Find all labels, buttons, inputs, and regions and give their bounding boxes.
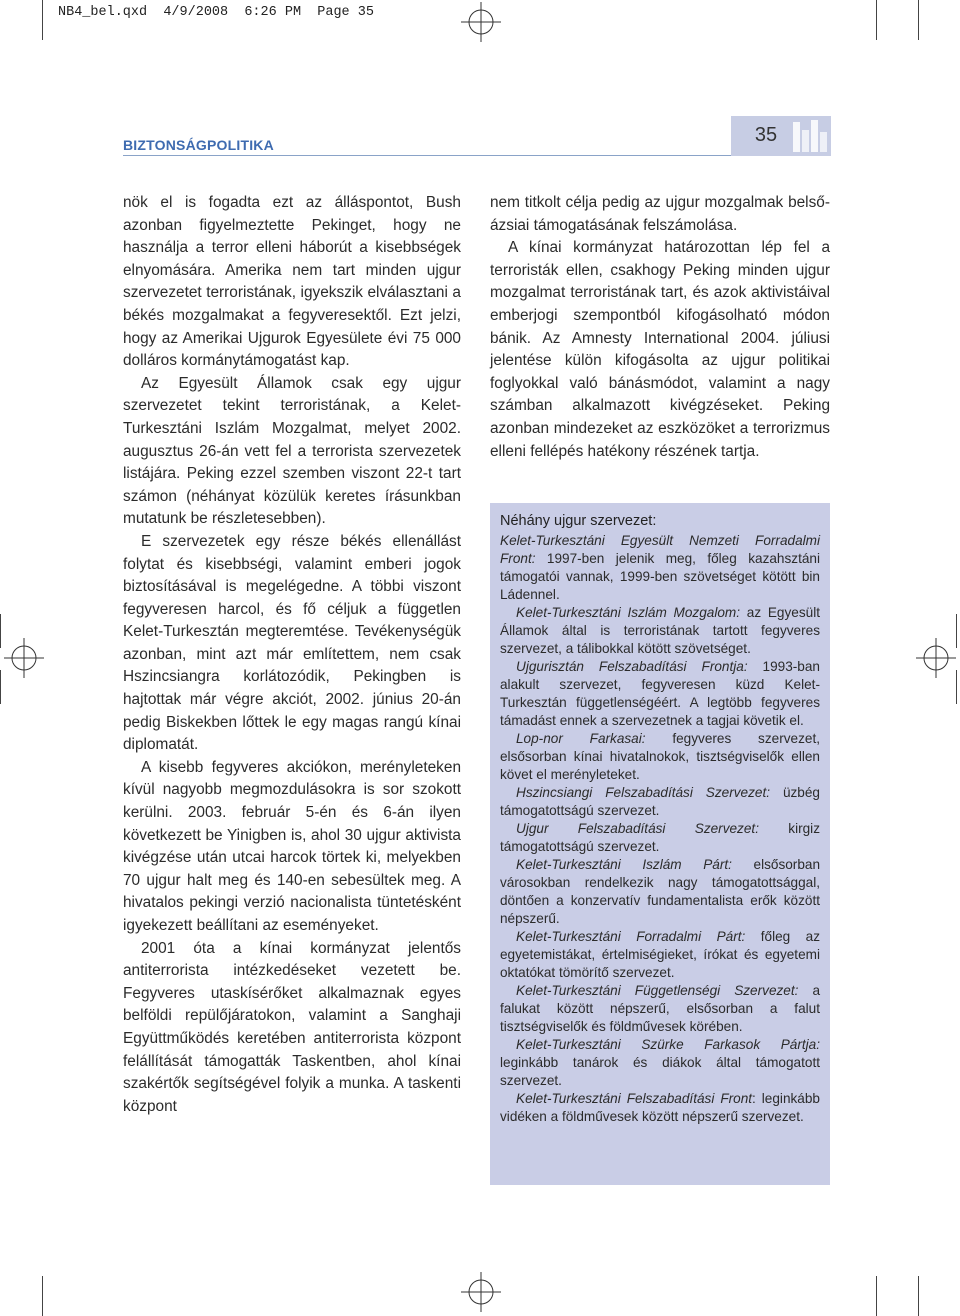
crop-mark-bottom-right xyxy=(918,1276,919,1316)
org-name: Kelet-Turkesztáni Iszlám Mozgalom: xyxy=(516,605,741,620)
org-description: fegyveres szervezet, elsősorban kínai hivatalnokok, tisztségviselők ellen követ el merényleteket. xyxy=(500,731,820,782)
org-description: 1997-ben jelenik meg, főleg kazahsztáni támogatói vannak, 1999-ben szövetséget kötött bin Ládennel. xyxy=(500,551,820,602)
crop-mark-bottom-right-2 xyxy=(876,1276,877,1316)
org-description: üzbég támogatottságú szervezet. xyxy=(500,785,820,818)
sidebar-entry xyxy=(500,928,820,982)
publication-logo-icon xyxy=(791,118,829,154)
left-paragraph-2: Az Egyesült Államok csak egy ujgur szervezetet tekint terroristának, a Kelet-Turkesztáni Iszlám Mozgalmat, melyet 2002. augusztus 26-án vett fel a terrorista szervezetek listájára. Peking ezzel szemben viszont 22-t tart számon (néhányat közülük keretes írásunkban mutatunk be részletesebben). xyxy=(123,374,461,528)
sidebar-title: Néhány ujgur szervezet: xyxy=(500,513,657,529)
sidebar-entry xyxy=(500,1090,820,1126)
org-name: Kelet-Turkesztáni Egyesült Nemzeti Forradalmi Front: xyxy=(500,533,820,566)
org-name: Ujgurisztán Felszabadítási Frontja: xyxy=(516,659,748,674)
left-paragraph-4: A kisebb fegyveres akciókon, merényleteken kívül nagyobb megmozdulásokra is sor szokott kerülni. 2003. február 5-én és 6-án ilyen következett be Yinigben is, ahol 30 ujgur aktivista kivégzése után utcai harcok törtek ki, melyekben 70 ujgur halt meg és 140-en sebesültek meg. A hivatalos pekingi verzió nacionalista tüntetésként igyekezett beállítani az eseményeket. xyxy=(123,758,461,934)
side-mark-right-bottom xyxy=(956,670,957,704)
registration-mark-bottom xyxy=(461,1272,501,1312)
org-description: 1993-ban alakult szervezet, fegyveresen küzd Kelet-Turkesztán függetlenségéért. A legtöbb fegyveres támadást ennek a szervezetnek a tagjai követik el. xyxy=(500,659,820,728)
crop-mark-bottom-left xyxy=(42,1276,43,1316)
org-description: a falukat között népszerű, elsősorban a falut tisztségviselők és földművesek körében. xyxy=(500,983,820,1034)
side-mark-left-top xyxy=(0,614,1,648)
side-mark-right-top xyxy=(956,614,957,648)
right-paragraph-1: nem titkolt célja pedig az ujgur mozgalmak belső-ázsiai támogatásának felszámolása. xyxy=(490,194,830,234)
org-description: : leginkább vidéken a földművesek között népszerű szervezet. xyxy=(500,1091,820,1124)
registration-mark-left xyxy=(4,638,44,678)
section-title: BIZTONSÁGPOLITIKA xyxy=(123,137,274,153)
organizations-sidebar xyxy=(490,503,830,1185)
org-name: Kelet-Turkesztáni Iszlám Párt: xyxy=(516,857,732,872)
org-name: Hszincsiangi Felszabadítási Szervezet: xyxy=(516,785,771,800)
sidebar-entry xyxy=(500,730,820,784)
page-number-badge xyxy=(731,116,831,156)
org-name: Kelet-Turkesztáni Forradalmi Párt: xyxy=(516,929,746,944)
registration-mark-top xyxy=(461,2,501,42)
header-rule xyxy=(123,155,735,156)
left-paragraph-1: nök el is fogadta ezt az álláspontot, Bush azonban figyelmeztette Pekinget, hogy ne használja a terror elleni háborút a kisebbségek elnyomására. Amerika nem tart minden ujgur szervezetet terroristának, igyekszik elválasztani a békés mozgalmakat a fegyveresektől. Ezt jelzi, hogy az Amerikai Ujgurok Egyesülete évi 75 000 dolláros kormánytámogatást kap. xyxy=(123,194,461,370)
crop-mark-top-left xyxy=(42,0,43,40)
sidebar-entry xyxy=(500,784,820,820)
crop-mark-top-right xyxy=(918,0,919,40)
sidebar-entry xyxy=(500,1036,820,1090)
side-mark-left-bottom xyxy=(0,670,1,704)
print-slug: NB4_bel.qxd 4/9/2008 6:26 PM Page 35 xyxy=(58,5,374,20)
sidebar-entry xyxy=(500,532,820,604)
sidebar-entry xyxy=(500,856,820,928)
org-description: kirgiz támogatottságú szervezet. xyxy=(500,821,820,854)
sidebar-entry xyxy=(500,982,820,1036)
org-name: Ujgur Felszabadítási Szervezet: xyxy=(516,821,759,836)
registration-mark-right xyxy=(916,638,956,678)
org-description: főleg az egyetemistákat, értelmiségieket, írókat és egyetemi oktatókat tömörítő szervezet. xyxy=(500,929,820,980)
page-number: 35 xyxy=(754,124,778,146)
left-paragraph-3: E szervezetek egy része békés ellenállást folytat és kisebbségi, valamint emberi jogok biztosításával is megelégedne. A többi viszont fegyveresen harcol, és fő céljuk a független Kelet-Turkesztán megteremtése. Tevékenységük azonban, mint azt már említettem, nem csak Hszincsiangra korlátozódik, Pekingben is hajtottak már végre akciót, 2002. június 20-án pedig Biskekben lőttek le egy magas rangú kínai diplomatát. xyxy=(123,532,461,754)
org-name: Lop-nor Farkasai: xyxy=(516,731,646,746)
right-paragraph-2: A kínai kormányzat határozottan lép fel a terroristák ellen, csakhogy Peking minden ujgur mozgalmat terroristának tart, és azok aktivistáival emberjogi szempontból kifogásolható módon bánik. Az Amnesty International 2004. júliusi jelentése külön kifogásolta az ujgur politikai foglyokkal való bánásmódot, valamint a nagy számban alkalmazott kivégzéseket. Peking azonban mindezeket az eszközöket a terrorizmus elleni fellépés hatékony részének tartja. xyxy=(490,239,830,460)
left-paragraph-5: 2001 óta a kínai kormányzat jelentős antiterrorista intézkedéseket vezetett be. Fegyveres utaskísérőket alkalmaznak egyes belföldi repülőjáratokon, valamint a Sanghaji Együttműködés keretében antiterrorista központ felállítását támogatták Taskentben, ahol kínai szakértők segítségével folyik a munka. A taskenti központ xyxy=(123,939,461,1115)
org-description: az Egyesült Államok által is terroristának tartott fegyveres szervezet, a tálibokkal kötött szövetséget. xyxy=(500,605,820,656)
org-name: Kelet-Turkesztáni Szürke Farkasok Pártja: xyxy=(516,1037,820,1052)
org-name: Kelet-Turkesztáni Függetlenségi Szervezet: xyxy=(516,983,799,998)
sidebar-entry xyxy=(500,604,820,658)
left-column xyxy=(123,192,461,1118)
sidebar-entry xyxy=(500,820,820,856)
org-description: leginkább tanárok és diákok által támogatott szervezet. xyxy=(500,1055,820,1088)
right-column xyxy=(490,192,830,463)
org-name: Kelet-Turkesztáni Felszabadítási Front xyxy=(516,1091,753,1106)
sidebar-entry xyxy=(500,658,820,730)
crop-mark-top-right-2 xyxy=(876,0,877,40)
org-description: elsősorban városokban rendelkezik nagy támogatottsággal, döntően a konzervatív fundamentalista erők között népszerű. xyxy=(500,857,821,926)
